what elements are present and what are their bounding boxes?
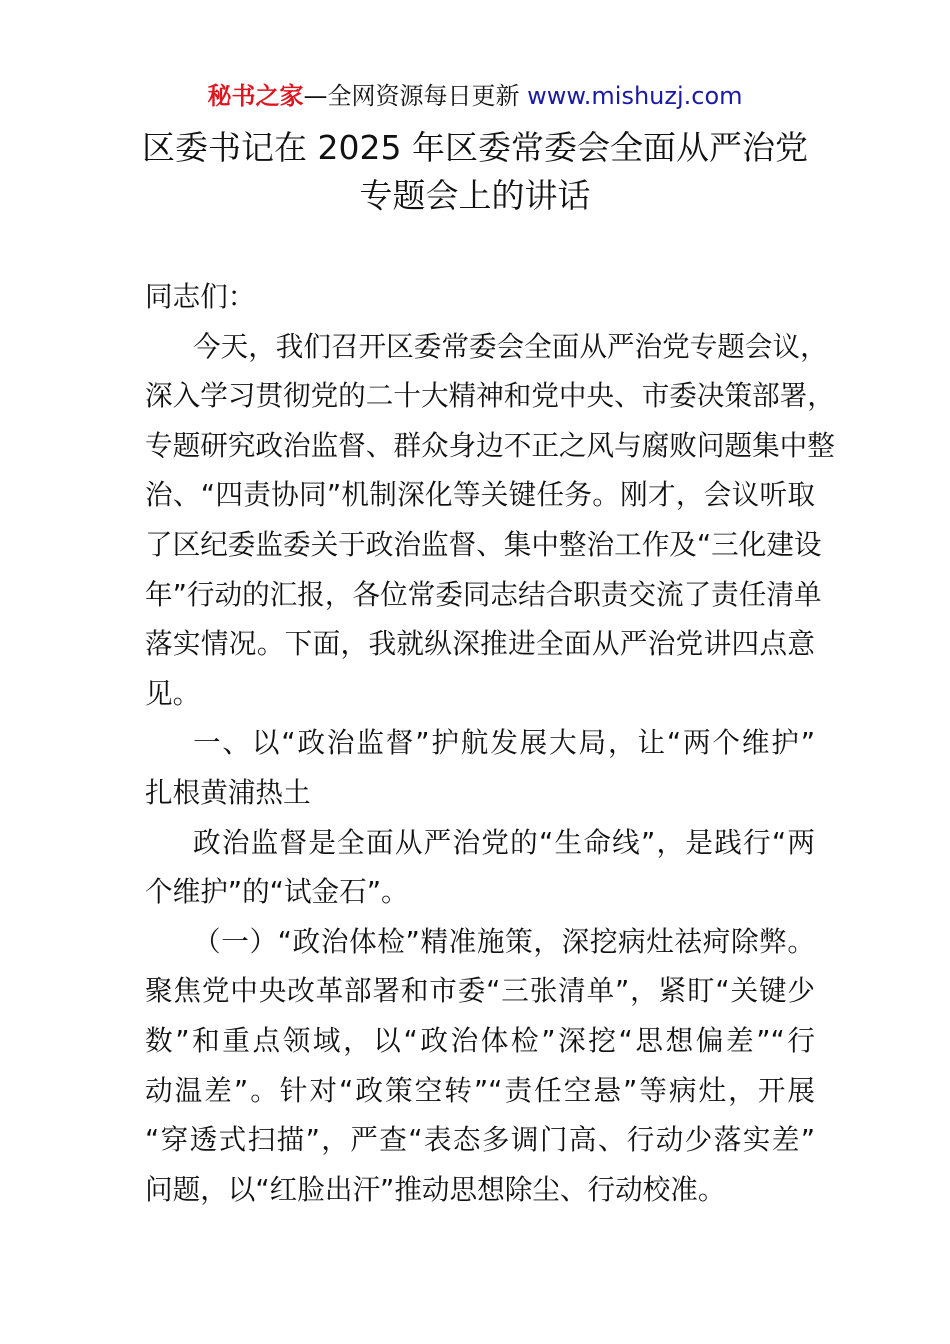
paragraph-line: 落实情况。下面，我就纵深推进全面从严治党讲四点意 xyxy=(145,627,815,661)
paragraph-line: 问题，以“红脸出汗”推动思想除尘、行动校准。 xyxy=(145,1172,726,1206)
section-heading-line: 一、以“政治监督”护航发展大局，让“两个维护” xyxy=(193,726,815,760)
paragraph-line: 政治监督是全面从严治党的“生命线”，是践行“两 xyxy=(193,825,815,859)
document-title xyxy=(0,124,950,220)
paragraph-line: 今天，我们召开区委常委会全面从严治党专题会议， xyxy=(193,329,828,363)
paragraph-line: 数”和重点领域，以“政治体检”深挖“思想偏差”“行 xyxy=(145,1023,815,1057)
paragraph-line: 动温差”。针对“政策空转”“责任空悬”等病灶，开展 xyxy=(145,1073,815,1107)
paragraph-line: 专题研究政治监督、群众身边不正之风与腐败问题集中整 xyxy=(145,428,835,462)
document-body xyxy=(145,272,835,1214)
paragraph-line: 治、“四责协同”机制深化等关键任务。刚才，会议听取 xyxy=(145,478,815,512)
site-header xyxy=(0,78,950,114)
site-tagline: —全网资源每日更新 xyxy=(303,82,520,110)
subsection-heading-line: （一）“政治体检”精准施策，深挖病灶祛疴除弊。 xyxy=(193,924,815,958)
site-brand: 秘书之家 xyxy=(207,82,304,110)
title-line-1: 区委书记在 2025 年区委常委会全面从严治党 xyxy=(142,128,808,167)
salutation: 同志们： xyxy=(145,280,256,313)
paragraph-line: 深入学习贯彻党的二十大精神和党中央、市委决策部署， xyxy=(145,379,835,413)
paragraph-line: 个维护”的“试金石”。 xyxy=(145,875,409,909)
title-line-2: 专题会上的讲话 xyxy=(359,176,591,215)
paragraph-line: “穿透式扫描”，严查“表态多调门高、行动少落实差” xyxy=(145,1123,815,1157)
paragraph-line: 见。 xyxy=(145,676,201,710)
paragraph-line: 了区纪委监委关于政治监督、集中整治工作及“三化建设 xyxy=(145,527,822,561)
paragraph-line: 聚焦党中央改革部署和市委“三张清单”，紧盯“关键少 xyxy=(145,974,815,1008)
section-heading-line: 扎根黄浦热土 xyxy=(145,775,311,809)
site-url-link[interactable]: www.mishuzj.com xyxy=(527,82,743,110)
paragraph-line: 年”行动的汇报，各位常委同志结合职责交流了责任清单 xyxy=(145,577,822,611)
